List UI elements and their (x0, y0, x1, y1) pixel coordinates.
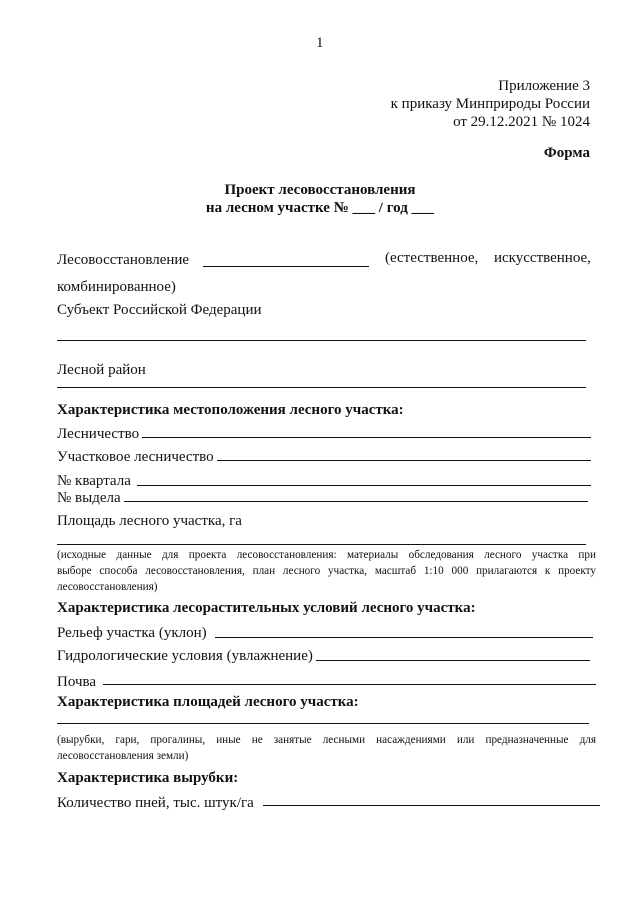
district-field[interactable] (57, 387, 586, 388)
areas-field[interactable] (57, 723, 589, 724)
stumps-field[interactable] (263, 805, 600, 806)
stumps-label: Количество пней, тыс. штук/га (57, 795, 254, 811)
restoration-option-natural: (естественное, (385, 250, 479, 266)
soil-label: Почва (57, 674, 97, 690)
restoration-field[interactable] (203, 266, 369, 267)
document-title: Проект лесовосстановления (224, 182, 416, 198)
area-field[interactable] (57, 544, 586, 545)
cutting-heading: Характеристика вырубки: (57, 770, 239, 786)
soil-field[interactable] (103, 684, 596, 685)
quarter-field[interactable] (137, 485, 591, 486)
restoration-label: Лесовосстановление (57, 252, 190, 268)
allotment-label: № выдела (57, 490, 121, 506)
order-date-number: от 29.12.2021 № 1024 (453, 114, 590, 130)
subject-field[interactable] (57, 340, 586, 341)
restoration-option-artificial: искусственное, (494, 250, 591, 266)
forestry-label: Лесничество (57, 426, 140, 442)
forestry-field[interactable] (142, 437, 591, 438)
location-note-line-3: лесовосстановления) (57, 581, 158, 593)
order-reference: к приказу Минприроды России (390, 96, 590, 112)
form-label: Форма (543, 145, 590, 161)
quarter-label: № квартала (57, 473, 131, 489)
document-subtitle: на лесном участке № ___ / год ___ (205, 200, 435, 216)
restoration-option-combined: комбинированное) (57, 279, 176, 295)
district-label: Лесной район (57, 362, 146, 378)
relief-field[interactable] (215, 637, 593, 638)
location-note-line-2: выборе способа лесовосстановления, план лесного участка, масштаб 1:10 000 прилагаются к проекту (57, 565, 596, 577)
local-forestry-label: Участковое лесничество (57, 449, 214, 465)
hydro-label: Гидрологические условия (увлажнение) (57, 648, 313, 664)
areas-note-line-1: (вырубки, гари, прогалины, иные не занятые лесными насаждениями или предназначенные для (57, 734, 596, 746)
area-label: Площадь лесного участка, га (57, 513, 242, 529)
growing-conditions-heading: Характеристика лесорастительных условий лесного участка: (57, 600, 476, 616)
areas-heading: Характеристика площадей лесного участка: (57, 694, 359, 710)
allotment-field[interactable] (124, 501, 588, 502)
page-number: 1 (316, 35, 324, 51)
hydro-field[interactable] (316, 660, 590, 661)
relief-label: Рельеф участка (уклон) (57, 625, 207, 641)
subject-label: Субъект Российской Федерации (57, 302, 262, 318)
location-note-line-1: (исходные данные для проекта лесовосстановления: материалы обследования лесного участка при (57, 549, 596, 561)
local-forestry-field[interactable] (217, 460, 591, 461)
areas-note-line-2: лесовосстановления земли) (57, 750, 189, 762)
location-heading: Характеристика местоположения лесного участка: (57, 402, 404, 418)
appendix-label: Приложение 3 (498, 78, 590, 94)
